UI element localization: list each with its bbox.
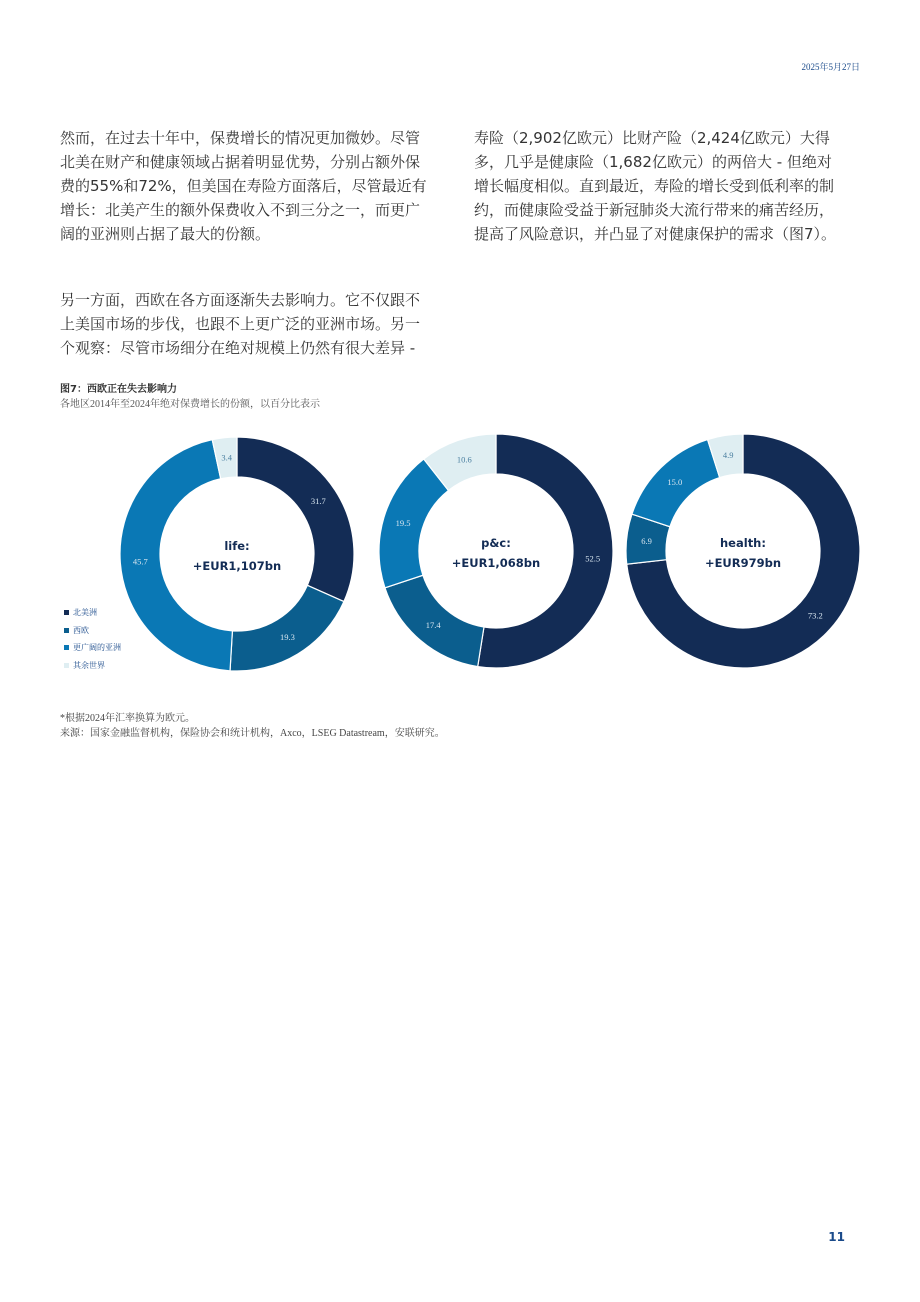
legend-item <box>64 622 121 640</box>
paragraph: 然而，在过去十年中，保费增长的情况更加微妙。尽管北美在财产和健康领域占据着明显优势，分别占额外保费的55%和72%，但美国在寿险方面落后，尽管最近有增长：北美产生的额外保费收入不到三分之一，而更广阔的亚洲则占据了最大的份额。 <box>60 129 427 243</box>
legend-label: 西欧 <box>73 625 89 635</box>
chart-legend <box>64 604 121 674</box>
slice-value-label: 52.5 <box>585 553 601 564</box>
legend-swatch <box>64 663 69 668</box>
paragraph: 另一方面，西欧在各方面逐渐失去影响力。它不仅跟不上美国市场的步伐，也跟不上更广泛的亚洲市场。另一个观察：尽管市场细分在绝对规模上仍然有很大差异 - <box>60 291 421 357</box>
legend-item <box>64 604 121 622</box>
slice-value-label: 45.7 <box>132 556 148 567</box>
source-note: 来源：国家金融监督机构，保险协会和统计机构，Axco，LSEG Datastream，安联研究。 <box>60 728 445 739</box>
legend-label: 更广阔的亚洲 <box>73 643 121 653</box>
legend-label: 北美洲 <box>73 608 97 618</box>
figure-title: 图7：西欧正在失去影响力 <box>60 384 177 395</box>
legend-item <box>64 657 121 675</box>
donut-center-value: +EUR1,107bn <box>192 559 282 573</box>
legend-swatch <box>64 628 69 633</box>
donut-slice <box>120 440 232 671</box>
legend-label: 其余世界 <box>73 660 105 670</box>
donut-slice <box>237 437 354 602</box>
body-right-column <box>474 126 846 246</box>
slice-value-label: 10.6 <box>456 454 472 465</box>
slice-value-label: 4.9 <box>722 450 734 461</box>
donut-slice <box>379 459 448 588</box>
slice-value-label: 31.7 <box>310 496 326 507</box>
body-left-column <box>60 126 432 360</box>
slice-value-label: 3.4 <box>221 452 232 463</box>
donut-center-label: p&c: <box>481 536 511 550</box>
figure-notes <box>60 711 445 741</box>
slice-value-label: 73.2 <box>807 610 823 621</box>
donut-charts <box>0 425 920 685</box>
slice-value-label: 19.3 <box>279 631 295 642</box>
slice-value-label: 19.5 <box>395 518 411 529</box>
donut-center-value: +EUR979bn <box>704 556 782 570</box>
slice-value-label: 15.0 <box>667 476 683 487</box>
report-date: 2025年5月27日 <box>801 62 860 72</box>
slice-value-label: 17.4 <box>425 619 441 630</box>
page-number: 11 <box>828 1230 845 1244</box>
donut-center-label: health: <box>720 536 766 550</box>
exchange-rate-note: *根据2024年汇率换算为欧元。 <box>60 713 195 724</box>
donut-center-label: life: <box>224 539 250 553</box>
paragraph: 寿险（2,902亿欧元）比财产险（2,424亿欧元）大得多，几乎是健康险（1,682亿欧元）的两倍大 - 但绝对增长幅度相似。直到最近，寿险的增长受到低利率的制约，而健康险受益于新冠肺炎大流行带来的痛苦经历，提高了风险意识，并凸显了对健康保护的需求（图7）。 <box>474 129 837 243</box>
donut-slice <box>230 585 344 671</box>
slice-value-label: 6.9 <box>641 535 652 546</box>
legend-swatch <box>64 610 69 615</box>
legend-item <box>64 639 121 657</box>
legend-swatch <box>64 645 69 650</box>
figure-subtitle: 各地区2014年至2024年绝对保费增长的份额，以百分比表示 <box>60 399 320 410</box>
donut-slice <box>478 434 613 668</box>
donut-center-value: +EUR1,068bn <box>451 556 541 570</box>
